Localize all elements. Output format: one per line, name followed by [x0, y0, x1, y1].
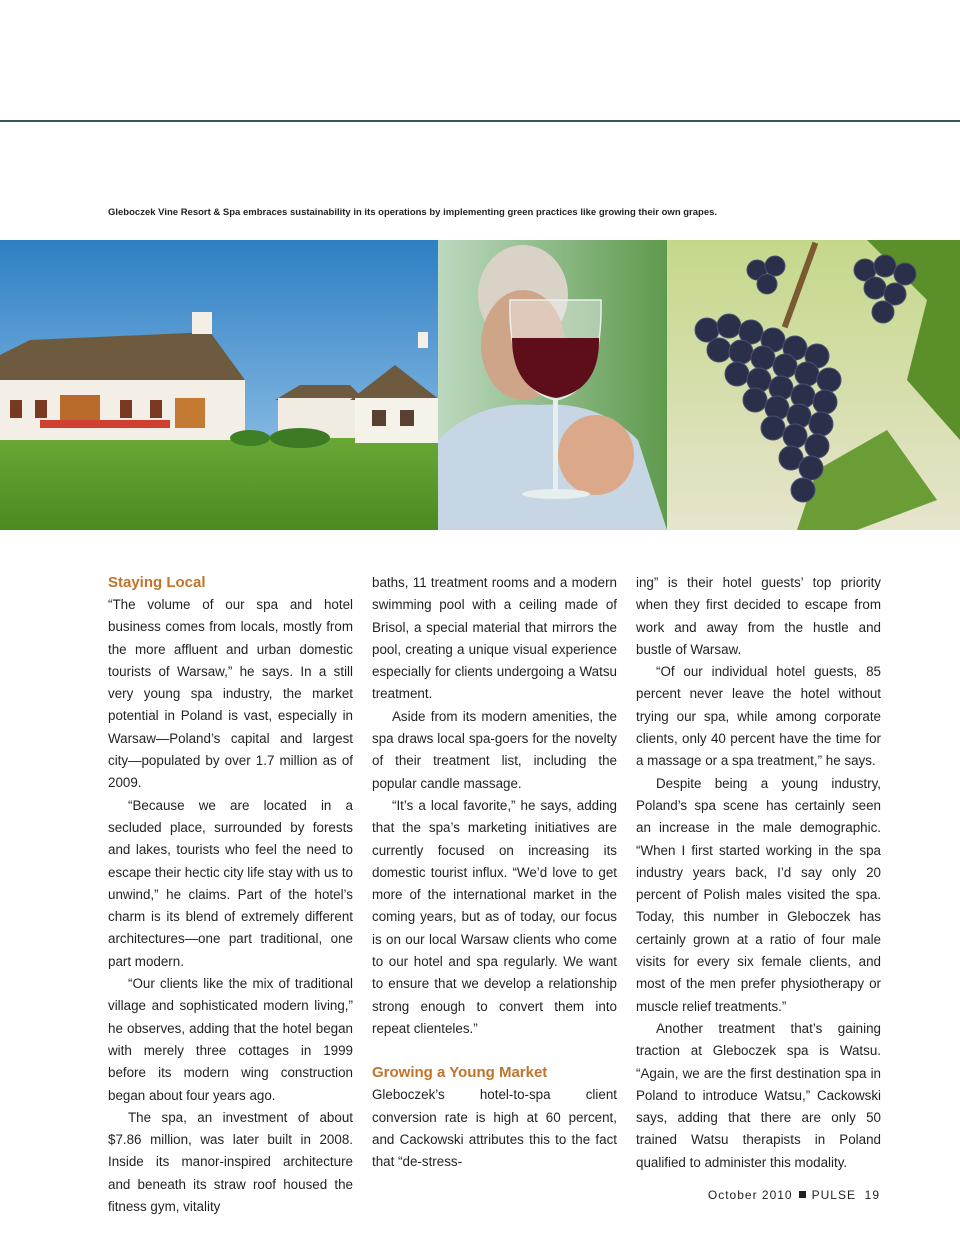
paragraph: baths, 11 treatment rooms and a modern swimming pool with a ceiling made of Brisol, a special material that mirrors the pool, creating a unique visual experience especially for clients undergoing a Watsu treatment.: [372, 575, 617, 702]
paragraph: Aside from its modern amenities, the spa draws local spa-goers for the novelty of their treatment list, including the popular candle massage.: [372, 708, 617, 791]
footer-magazine: PULSE: [811, 1188, 856, 1202]
paragraph: Despite being a young industry, Poland’s spa scene has certainly seen an increase in the male demographic. “When I first started working in the spa industry years back, I’d say only 20 percent of Polish males visited the spa. Today, this number in Gleboczek has certainly grown at a ratio of four male visits for every six female clients, and most of the men prefer physiotherapy or muscle relief treatments.”: [636, 775, 881, 1014]
top-rule: [0, 120, 960, 122]
paragraph: “Our clients like the mix of traditional village and sophisticated modern living,” he observes, adding that the hotel began with merely three cottages in 1999 before its modern wing construction began about four years ago.: [108, 976, 353, 1103]
article-column-1: [108, 572, 353, 1218]
article-column-2: [372, 572, 617, 1173]
paragraph: “Of our individual hotel guests, 85 percent never leave the hotel without trying our spa, while among corporate clients, only 40 percent have the time for a massage or a spa treatment,” he says.: [636, 664, 881, 769]
paragraph: “Because we are located in a secluded place, surrounded by forests and lakes, tourists who feel the need to escape their hectic city life stay with us to unwind,” he claims. Part of the hotel’s charm is its blend of extremely different architectures—one part traditional, one part modern.: [108, 797, 353, 969]
resort-photo: [0, 240, 438, 530]
paragraph: “It’s a local favorite,” he says, adding that the spa’s marketing initiatives are currently focused on increasing its domestic tourist influx. “We’d love to get more of the international market in the coming years, but as of today, our focus is on our local Warsaw clients who come to our hotel and spa regularly. We want to ensure that we develop a relationship strong enough to convert them into repeat clienteles.”: [372, 797, 617, 1036]
square-separator-icon: [799, 1191, 806, 1198]
photo-caption: Gleboczek Vine Resort & Spa embraces sustainability in its operations by implementing green practices like growing their own grapes.: [108, 207, 718, 218]
paragraph: Gleboczek’s hotel-to-spa client conversion rate is high at 60 percent, and Cackowski attributes this to the fact that “de-stress-: [372, 1087, 617, 1170]
section-heading-growing-market: Growing a Young Market: [372, 1064, 548, 1082]
grapes-photo: [667, 240, 960, 530]
page-number: 19: [864, 1188, 880, 1202]
paragraph: The spa, an investment of about $7.86 million, was later built in 2008. Inside its manor-inspired architecture and beneath its straw roof housed the fitness gym, vitality: [108, 1109, 353, 1215]
paragraph: Another treatment that’s gaining traction at Gleboczek spa is Watsu. “Again, we are the first destination spa in Poland to introduce Watsu,” Cackowski says, adding that there are only 50 trained Watsu therapists in Poland qualified to administer this modality.: [636, 1020, 881, 1170]
section-heading-staying-local: Staying Local: [108, 574, 206, 591]
photo-strip: [0, 240, 960, 530]
article-column-3: [636, 572, 881, 1174]
wine-glass-photo: [438, 240, 667, 530]
page-footer: [708, 1188, 880, 1202]
paragraph: “The volume of our spa and hotel business comes from locals, mostly from the more affluent and urban domestic tourists of Warsaw,” he says. In a still very young spa industry, the market potential in Poland is vast, especially in Warsaw—Poland’s capital and largest city—populated by over 1.7 million as of 2009.: [108, 597, 353, 791]
footer-date: October 2010: [707, 1188, 793, 1202]
paragraph: ing” is their hotel guests’ top priority when they first decided to escape from work and away from the hustle and bustle of Warsaw.: [636, 575, 881, 657]
